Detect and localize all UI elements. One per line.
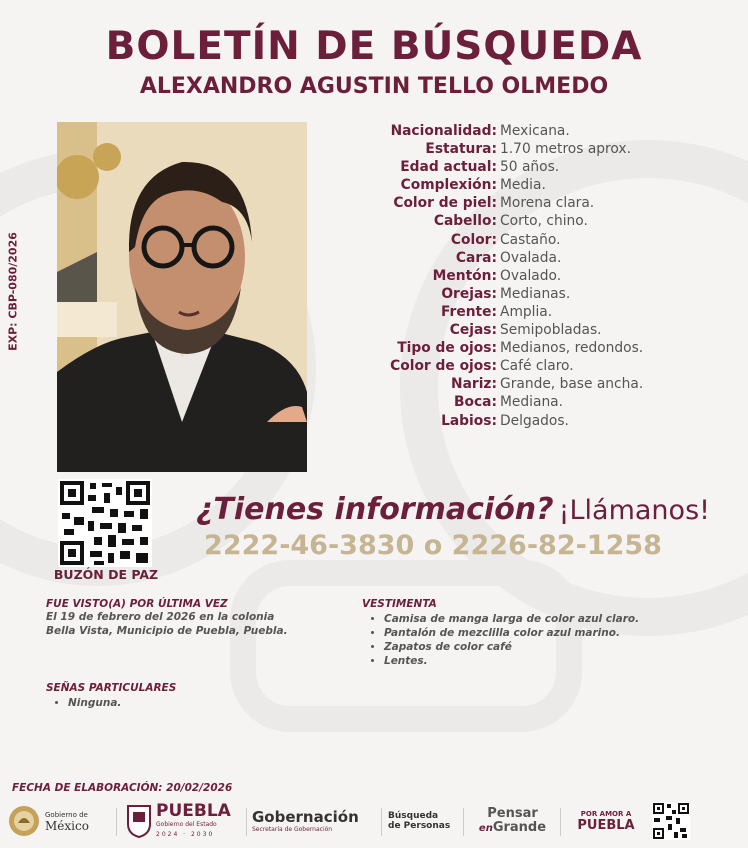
pensar-logo-line-1: Pensar: [487, 805, 538, 821]
case-number: EXP: CBP-080/2026: [6, 232, 20, 351]
attribute-label: Boca:: [453, 394, 497, 411]
attribute-label: Color de piel:: [393, 195, 497, 212]
buzon-de-paz-label: BUZÓN DE PAZ: [53, 567, 159, 582]
attribute-value: 50 años.: [500, 159, 560, 176]
attribute-value: 1.70 metros aprox.: [500, 141, 631, 158]
clothing-item: • Pantalón de mezclilla color azul marino.: [384, 626, 742, 640]
puebla-logo: [126, 800, 244, 842]
contact-question: [163, 492, 743, 527]
last-seen-line-1: El 19 de febrero del 2026 en la colonia: [46, 611, 275, 623]
attribute-label: Tipo de ojos:: [397, 340, 497, 357]
attribute-row: [330, 176, 730, 194]
attribute-row: [330, 357, 730, 375]
clothing-item: • Lentes.: [384, 654, 742, 668]
attribute-row: [330, 140, 730, 158]
attribute-row: [330, 321, 730, 339]
attribute-label: Cabello:: [433, 213, 497, 230]
attribute-row: [330, 303, 730, 321]
por-amor-a-puebla-logo: [566, 800, 646, 842]
puebla-logo-text: PUEBLA: [156, 801, 231, 821]
gobernacion-logo-text: Gobernación: [252, 808, 359, 826]
bulletin-title: BOLETÍN DE BÚSQUEDA: [105, 24, 643, 69]
physical-description: [330, 122, 730, 430]
busqueda-logo-line-1: Búsqueda: [388, 811, 439, 821]
attribute-row: [330, 249, 730, 267]
gobernacion-logo: [252, 800, 376, 842]
phone-numbers[interactable]: 2222-46-3830 o 2226-82-1258: [204, 530, 662, 561]
attribute-row: [330, 393, 730, 411]
footer-logos: [8, 800, 740, 842]
attribute-value: Grande, base ancha.: [500, 376, 644, 393]
attribute-label: Edad actual:: [400, 159, 497, 176]
attribute-row: [330, 122, 730, 140]
creation-date: FECHA DE ELABORACIÓN: 20/02/2026: [12, 782, 233, 794]
attribute-label: Cejas:: [449, 322, 497, 339]
poramor-logo-line-1: POR AMOR A: [580, 809, 632, 818]
footer-divider: [381, 808, 382, 836]
footer-divider: [560, 808, 561, 836]
clothing-item: • Zapatos de color café: [384, 640, 742, 654]
pensar-logo-line-2: Grande: [492, 819, 547, 835]
attribute-label: Cara:: [455, 249, 497, 266]
missing-person-name: ALEXANDRO AGUSTIN TELLO OLMEDO: [139, 74, 609, 99]
attribute-label: Mentón:: [432, 267, 497, 284]
attribute-row: [330, 231, 730, 249]
attribute-row: [330, 267, 730, 285]
distinguishing-mark-item: • Ninguna.: [68, 696, 346, 710]
person-photo: [57, 122, 307, 472]
attribute-value: Mexicana.: [500, 123, 570, 139]
attribute-row: [330, 158, 730, 176]
attribute-label: Nariz:: [451, 376, 497, 393]
footer-divider: [246, 808, 247, 836]
footer-divider: [463, 808, 464, 836]
busqueda-personas-logo: [388, 800, 458, 842]
attribute-value: Corto, chino.: [500, 213, 588, 230]
attribute-label: Estatura:: [425, 141, 497, 158]
poramor-logo-line-2: PUEBLA: [577, 817, 635, 833]
attribute-label: Color de ojos:: [390, 358, 497, 375]
distinguishing-marks-section: [46, 682, 346, 710]
mexico-logo-small: Gobierno de: [45, 811, 88, 819]
attribute-label: Complexión:: [400, 177, 497, 194]
attribute-row: [330, 212, 730, 230]
puebla-logo-sub: Gobierno del Estado: [156, 821, 217, 828]
attribute-value: Morena clara.: [500, 195, 595, 212]
portrait-illustration: [57, 122, 307, 472]
footer-qr-code[interactable]: [652, 800, 692, 842]
puebla-shield-icon: [126, 804, 152, 838]
distinguishing-marks-heading: SEÑAS PARTICULARES: [46, 682, 177, 694]
puebla-logo-years: 2024 · 2030: [156, 831, 215, 838]
attribute-value: Medianos, redondos.: [500, 340, 644, 357]
attribute-row: [330, 412, 730, 430]
attribute-value: Delgados.: [500, 412, 569, 429]
last-seen-heading: FUE VISTO(A) POR ÚLTIMA VEZ: [46, 598, 228, 610]
attribute-value: Café claro.: [500, 358, 574, 375]
clothing-item: • Camisa de manga larga de color azul claro.: [384, 612, 742, 626]
attribute-label: Nacionalidad:: [390, 123, 497, 139]
mexico-logo-text: México: [45, 819, 89, 833]
busqueda-logo-line-2: de Personas: [388, 821, 451, 831]
attribute-label: Orejas:: [441, 285, 497, 302]
pensar-en-grande-logo: [470, 800, 555, 842]
attribute-value: Castaño.: [500, 231, 561, 248]
footer-divider: [116, 808, 117, 836]
gobernacion-logo-sub: Secretaría de Gobernación: [252, 826, 333, 833]
attribute-row: [330, 285, 730, 303]
attribute-label: Labios:: [441, 412, 497, 429]
attribute-value: Amplia.: [500, 303, 553, 320]
attribute-label: Frente:: [441, 303, 497, 320]
clothing-heading: VESTIMENTA: [362, 598, 437, 610]
qr-code-buzon[interactable]: [58, 479, 152, 567]
last-seen-section: [46, 598, 346, 638]
qr-code-icon: [58, 479, 152, 567]
attribute-row: [330, 339, 730, 357]
attribute-row: [330, 194, 730, 212]
attribute-value: Medianas.: [500, 285, 571, 302]
clothing-section: [362, 598, 742, 668]
attribute-value: Ovalada.: [500, 249, 562, 266]
attribute-value: Semipobladas.: [500, 322, 602, 339]
clothing-list: [362, 612, 742, 668]
attribute-label: Color:: [450, 231, 497, 248]
last-seen-line-2: Bella Vista, Municipio de Puebla, Puebla.: [46, 625, 288, 637]
call-text: ¡Llámanos!: [558, 495, 710, 526]
pensar-logo-en: en: [478, 822, 493, 834]
attribute-value: Media.: [500, 177, 546, 194]
question-text: ¿Tienes información?: [196, 492, 554, 527]
qr-code-icon: [652, 802, 690, 840]
mexico-seal-icon: [8, 805, 40, 837]
distinguishing-marks-list: [46, 696, 346, 710]
attribute-row: [330, 375, 730, 393]
attribute-value: Mediana.: [500, 394, 564, 411]
attribute-value: Ovalado.: [500, 267, 562, 284]
gobierno-mexico-logo: [8, 800, 118, 842]
